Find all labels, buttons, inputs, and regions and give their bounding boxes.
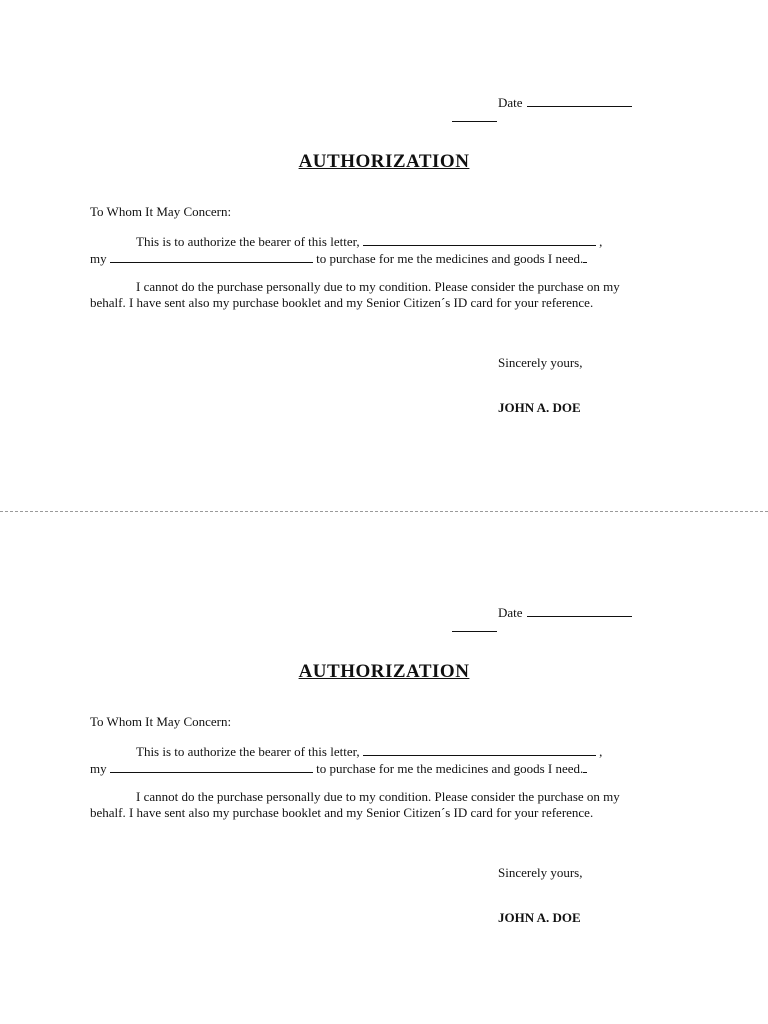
date-label: Date [498,605,523,620]
closing: Sincerely yours, [498,355,583,370]
trailing-blank [583,250,587,263]
authorization-letter-bottom [0,510,768,1010]
signature-name: JOHN A. DOE [498,400,581,415]
letter-title: AUTHORIZATION [298,151,470,172]
para1-text-b: , [599,234,603,249]
para1-text-d: to purchase for me the medicines and goods I need. [316,251,584,266]
para1-text-d: to purchase for me the medicines and goods I need. [316,761,584,776]
bearer-name-blank [363,743,596,756]
date-underline [452,121,497,122]
letter-title: AUTHORIZATION [298,661,470,682]
closing: Sincerely yours, [498,865,583,880]
signature-name: JOHN A. DOE [498,910,581,925]
authorization-letter-top [0,0,768,500]
relationship-blank [110,250,313,263]
para1-text-a: This is to authorize the bearer of this letter, [136,744,360,759]
bearer-name-blank [363,233,596,246]
trailing-blank [583,760,587,773]
authorization-paragraph [90,233,650,267]
para1-text-c: my [90,761,107,776]
date-underline [452,631,497,632]
para1-text-c: my [90,251,107,266]
authorization-paragraph [90,743,650,777]
salutation: To Whom It May Concern: [90,714,232,729]
reason-paragraph: I cannot do the purchase personally due to my condition. Please consider the purchase on my behalf. I have sent also my purchase booklet and my Senior Citizen´s ID card for your reference. [90,279,620,310]
date-blank [527,94,632,107]
date-blank [527,604,632,617]
salutation: To Whom It May Concern: [90,204,232,219]
date-field [498,604,632,621]
relationship-blank [110,760,313,773]
date-label: Date [498,95,523,110]
reason-paragraph: I cannot do the purchase personally due to my condition. Please consider the purchase on my behalf. I have sent also my purchase booklet and my Senior Citizen´s ID card for your reference. [90,789,620,820]
para1-text-b: , [599,744,603,759]
para1-text-a: This is to authorize the bearer of this letter, [136,234,360,249]
date-field [498,94,632,111]
